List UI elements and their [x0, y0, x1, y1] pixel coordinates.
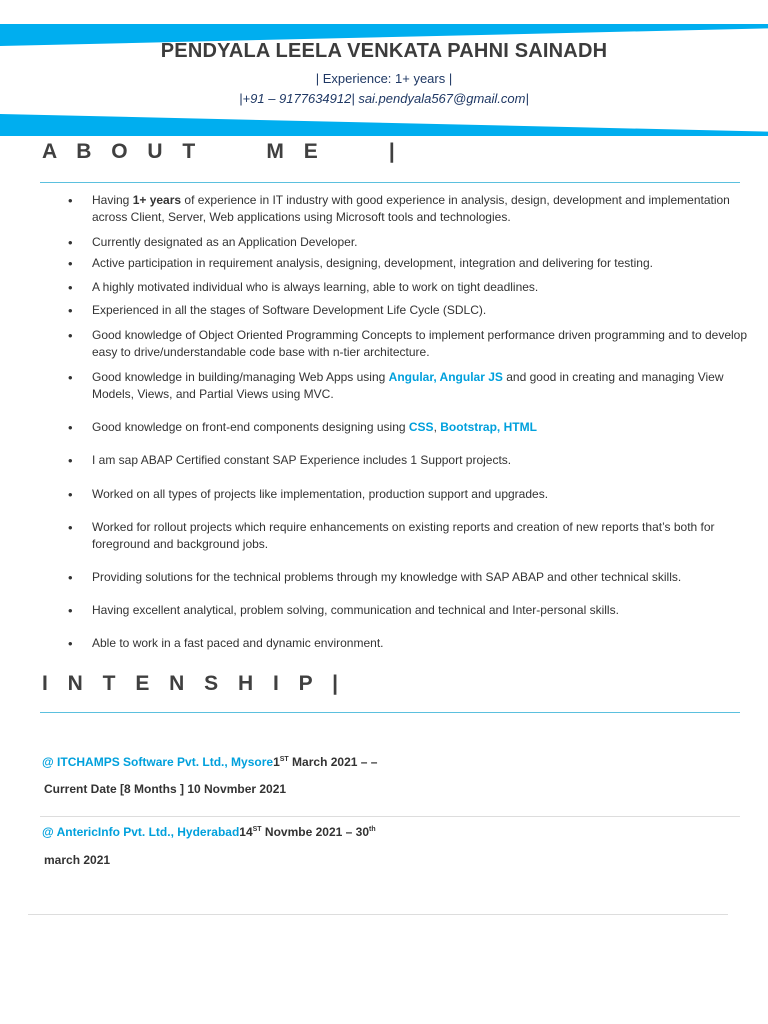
internship-entry-2-line-2: march 2021: [44, 853, 111, 867]
internship-divider: [40, 816, 740, 817]
list-item: • A highly motivated individual who is always learning, able to work on tight deadlines.: [64, 279, 764, 296]
list-item: • Worked for rollout projects which require enhancements on existing reports and creation of new reports that’s both for foreground and background jobs.: [64, 519, 764, 553]
list-item: • Providing solutions for the technical problems through my knowledge with SAP ABAP and other technical skills.: [64, 569, 764, 586]
internship-entry-1-line-1: @ ITCHAMPS Software Pvt. Ltd., Mysore1ST March 2021 – –: [42, 755, 378, 769]
internship-rule: [40, 712, 740, 713]
list-item: • Active participation in requirement analysis, designing, development, integration and delivering for testing.: [64, 255, 764, 272]
internship-company: @ ITCHAMPS Software Pvt. Ltd., Mysore: [42, 755, 274, 769]
header-bottom-band: [0, 114, 768, 136]
internship-entry-2-line-1: @ AntericInfo Pvt. Ltd., Hyderabad14ST Novmbe 2021 – 30th: [42, 825, 376, 839]
internship-entry-1-line-2: Current Date [8 Months ] 10 Novmber 2021: [44, 782, 287, 796]
candidate-name: PENDYALA LEELA VENKATA PAHNI SAINADH: [160, 40, 608, 62]
list-item: • Worked on all types of projects like implementation, production support and upgrades.: [64, 486, 764, 503]
about-me-rule: [40, 182, 740, 183]
angular-highlight: Angular, Angular JS: [388, 370, 503, 384]
list-item: • Able to work in a fast paced and dynamic environment.: [64, 635, 764, 652]
list-item: • Experienced in all the stages of Software Development Life Cycle (SDLC).: [64, 302, 764, 319]
contact-info: |+91 – 9177634912| sai.pendyala567@gmail.com|: [239, 91, 529, 106]
page-bottom-divider: [28, 914, 728, 915]
experience-summary: | Experience: 1+ years |: [315, 71, 453, 86]
list-item: • Good knowledge of Object Oriented Programming Concepts to implement performance driven programming and to develop easy to drive/understandable code base with n-tier architecture.: [64, 327, 764, 361]
list-item: • I am sap ABAP Certified constant SAP Experience includes 1 Support projects.: [64, 452, 764, 469]
bootstrap-html-highlight: Bootstrap, HTML: [440, 420, 537, 434]
list-item: • Currently designated as an Application Developer.: [64, 234, 764, 251]
resume-header: [0, 40, 768, 106]
list-item: • Having 1+ years of experience in IT industry with good experience in analysis, design, development and implementation across Client, Server, Web applications using Microsoft tools and technologies.: [64, 192, 764, 226]
css-highlight: CSS: [408, 420, 434, 434]
list-item: • Having excellent analytical, problem solving, communication and technical and Inter-personal skills.: [64, 602, 764, 619]
internship-heading: I N T E N S H I P |: [42, 672, 346, 695]
list-item: • Good knowledge in building/managing Web Apps using Angular, Angular JS and good in creating and managing View Models, Views, and Partial Views using MVC.: [64, 369, 764, 403]
about-me-heading: A B O U T M E |: [42, 140, 402, 163]
list-item: • Good knowledge on front-end components designing using CSS, Bootstrap, HTML: [64, 419, 764, 436]
internship-company: @ AntericInfo Pvt. Ltd., Hyderabad: [42, 825, 240, 839]
